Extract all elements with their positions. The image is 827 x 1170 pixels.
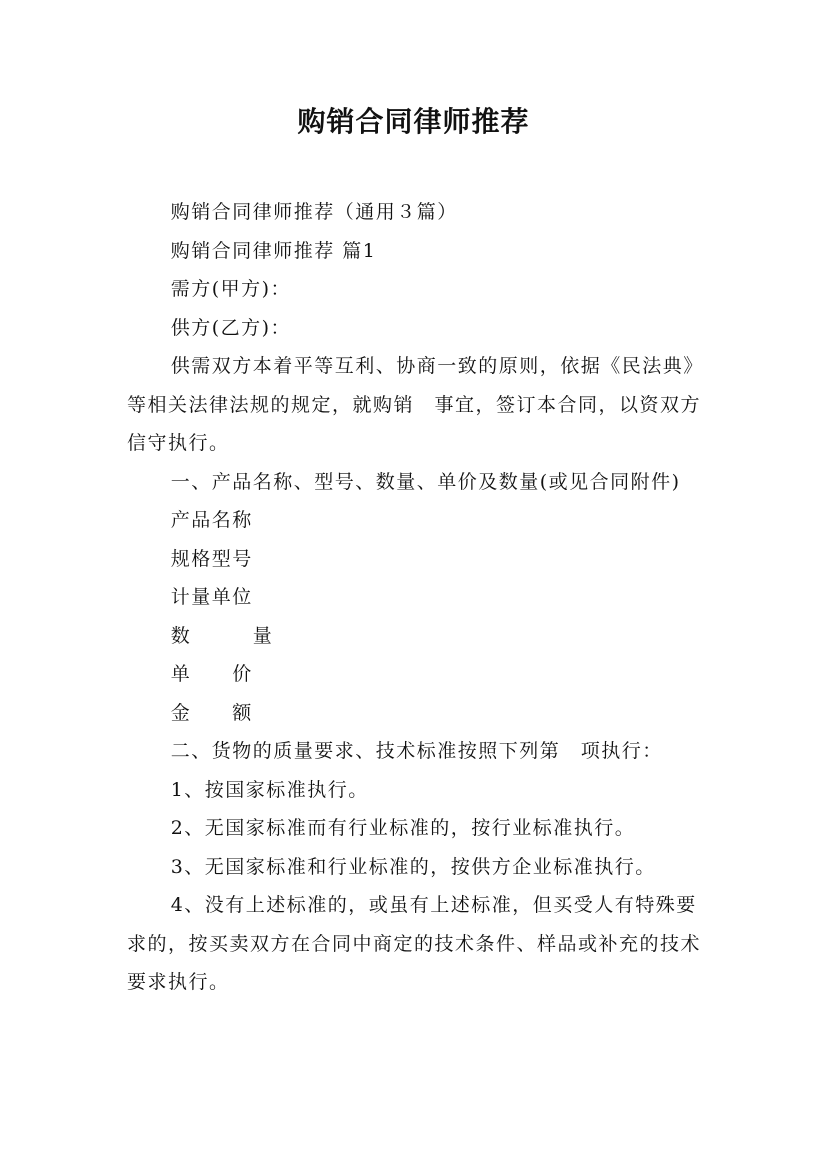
clause-2-item-2: 2、无国家标准而有行业标准的，按行业标准执行。 — [170, 817, 636, 839]
party-b-line: 供方(乙方)： — [170, 316, 292, 339]
subtitle-line: 购销合同律师推荐（通用３篇） — [170, 201, 458, 223]
field-spec-model: 规格型号 — [170, 547, 253, 570]
clause-2-item-1: 1、按国家标准执行。 — [170, 778, 369, 801]
field-amount: 金 额 — [170, 701, 253, 724]
clause-2-item-4: 4、没有上述标准的，或虽有上述标准，但买受人有特殊要求的，按买卖双方在合同中商定的技术条件、样品或补充的技术要求执行。 — [127, 894, 702, 993]
field-unit: 计量单位 — [170, 586, 253, 608]
document-body — [127, 193, 712, 1002]
party-a-line: 需方(甲方)： — [170, 278, 292, 300]
clause-1-heading: 一、产品名称、型号、数量、单价及数量(或见合同附件) — [170, 470, 681, 493]
field-quantity: 数 量 — [170, 624, 274, 647]
preamble-paragraph: 供需双方本着平等互利、协商一致的原则，依据《民法典》等相关法律法规的规定，就购销 事宜，签订本合同，以资双方信守执行。 — [127, 355, 704, 454]
clause-2-item-3: 3、无国家标准和行业标准的，按供方企业标准执行。 — [170, 855, 656, 878]
field-unit-price: 单 价 — [170, 663, 253, 685]
field-product-name: 产品名称 — [170, 509, 253, 531]
clause-2-heading: 二、货物的质量要求、技术标准按照下列第 项执行： — [170, 740, 663, 762]
section-heading: 购销合同律师推荐 篇1 — [170, 239, 377, 262]
document-title: 购销合同律师推荐 — [297, 105, 530, 138]
